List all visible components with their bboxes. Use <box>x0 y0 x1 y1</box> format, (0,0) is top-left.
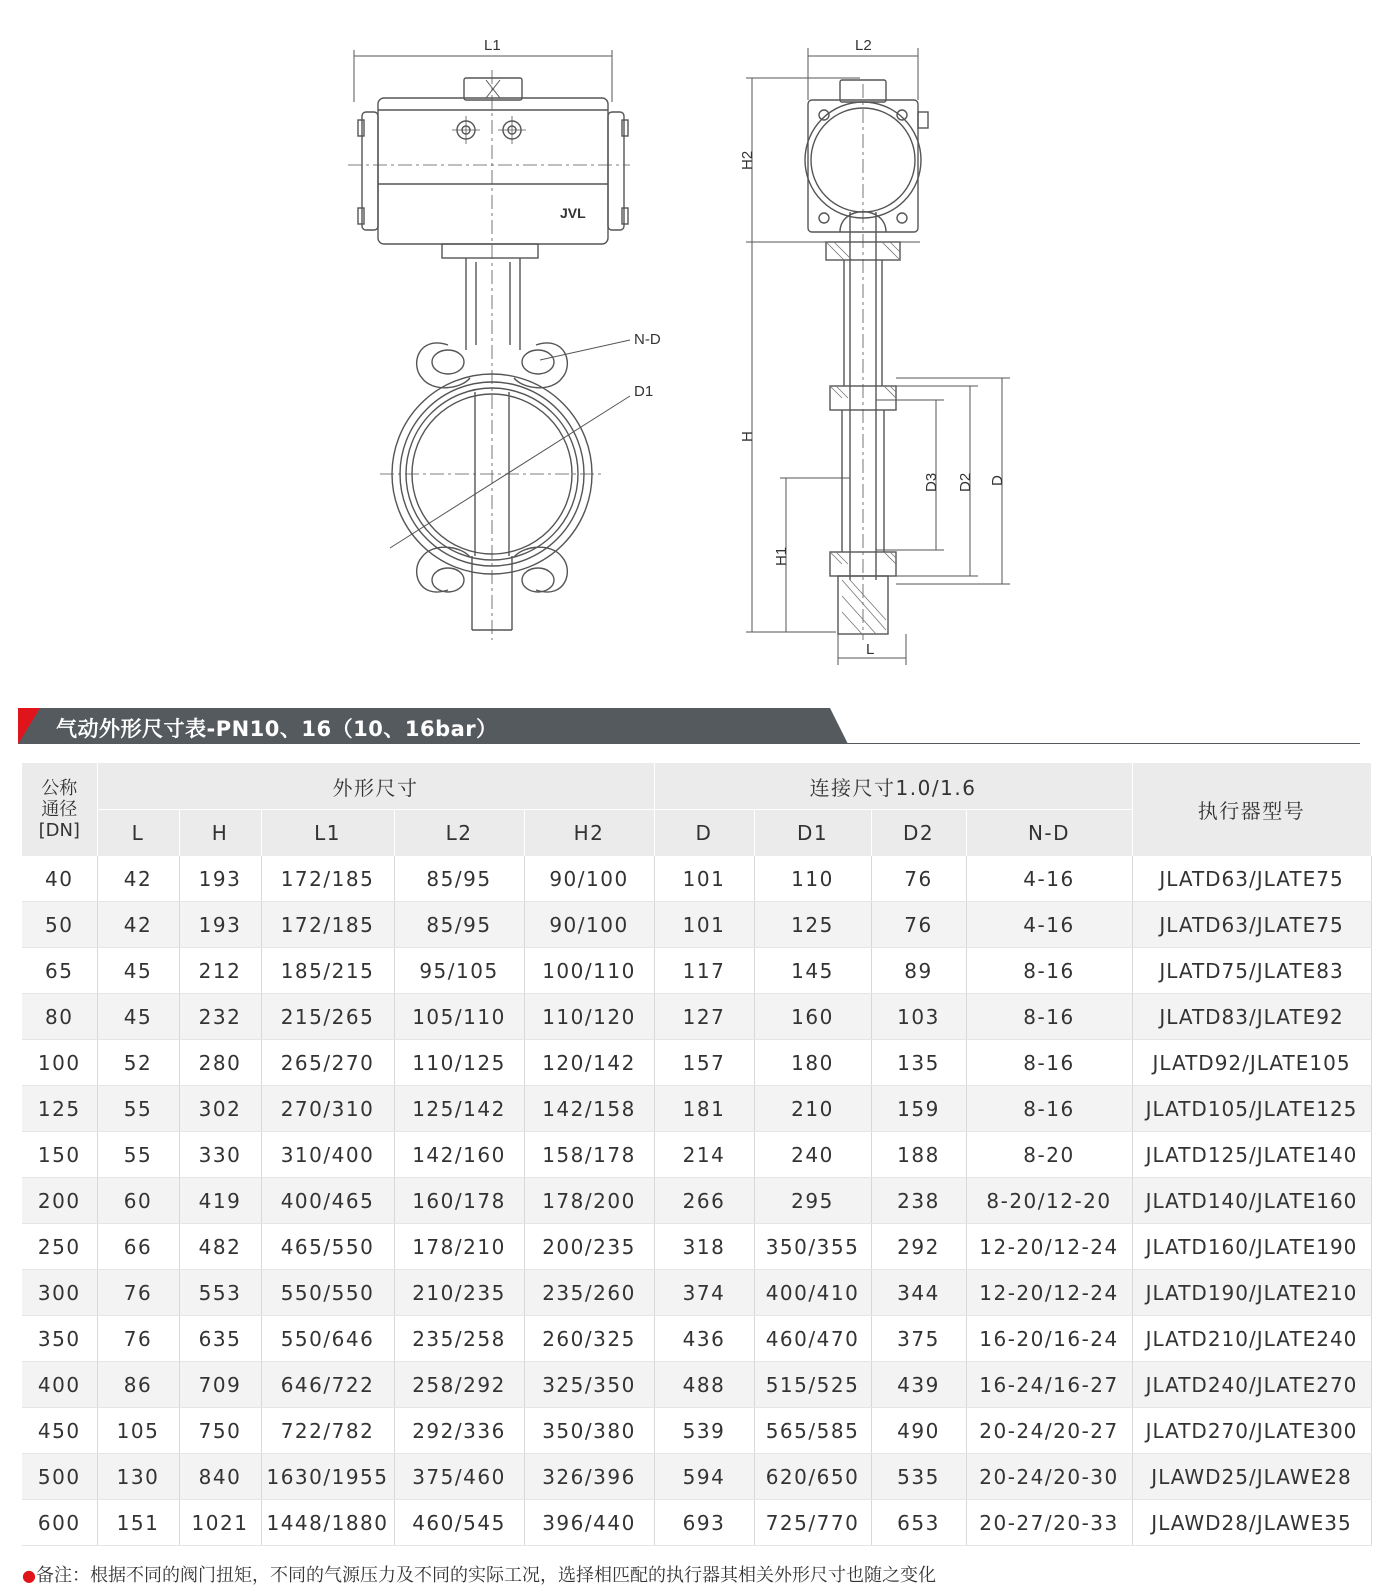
cell-l1: 1448/1880 <box>261 1500 394 1546</box>
cell-d1: 210 <box>754 1086 871 1132</box>
cell-d1: 725/770 <box>754 1500 871 1546</box>
cell-nd: 8-20 <box>966 1132 1132 1178</box>
cell-h: 482 <box>179 1224 261 1270</box>
cell-l2: 105/110 <box>394 994 524 1040</box>
cell-l1: 550/550 <box>261 1270 394 1316</box>
header-col-h: H <box>179 810 261 857</box>
cell-l2: 95/105 <box>394 948 524 994</box>
cell-dn: 65 <box>22 948 97 994</box>
cell-actuator: JLATD190/JLATE210 <box>1132 1270 1371 1316</box>
cell-dn: 50 <box>22 902 97 948</box>
brand-logo: JVL <box>560 205 586 221</box>
cell-l2: 292/336 <box>394 1408 524 1454</box>
cell-d2: 89 <box>871 948 966 994</box>
cell-d1: 350/355 <box>754 1224 871 1270</box>
note-text: 备注：根据不同的阀门扭矩，不同的气源压力及不同的实际工况，选择相匹配的执行器其相关外形尺寸也随之变化 <box>35 1565 936 1586</box>
footnote <box>22 1561 936 1587</box>
cell-d: 101 <box>654 902 754 948</box>
label-l2: L2 <box>855 37 872 54</box>
cell-nd: 16-20/16-24 <box>966 1316 1132 1362</box>
note-bullet: ● <box>22 1566 36 1585</box>
cell-l: 105 <box>97 1408 179 1454</box>
cell-actuator: JLATD63/JLATE75 <box>1132 902 1371 948</box>
cell-d2: 238 <box>871 1178 966 1224</box>
cell-d: 374 <box>654 1270 754 1316</box>
cell-nd: 8-16 <box>966 1040 1132 1086</box>
cell-d2: 76 <box>871 902 966 948</box>
table-row <box>22 902 1371 948</box>
cell-dn: 200 <box>22 1178 97 1224</box>
cell-h2: 90/100 <box>524 902 654 948</box>
cell-d1: 180 <box>754 1040 871 1086</box>
cell-h: 750 <box>179 1408 261 1454</box>
cell-l: 45 <box>97 994 179 1040</box>
cell-nd: 4-16 <box>966 856 1132 902</box>
cell-actuator: JLATD240/JLATE270 <box>1132 1362 1371 1408</box>
label-l1: L1 <box>484 37 501 54</box>
cell-l: 66 <box>97 1224 179 1270</box>
cell-d2: 103 <box>871 994 966 1040</box>
cell-h2: 350/380 <box>524 1408 654 1454</box>
cell-d: 117 <box>654 948 754 994</box>
title-rule <box>830 743 1360 744</box>
cell-h: 330 <box>179 1132 261 1178</box>
cell-d2: 490 <box>871 1408 966 1454</box>
cell-h2: 178/200 <box>524 1178 654 1224</box>
cell-h: 840 <box>179 1454 261 1500</box>
cell-d2: 439 <box>871 1362 966 1408</box>
cell-h2: 396/440 <box>524 1500 654 1546</box>
table-row <box>22 994 1371 1040</box>
cell-nd: 20-27/20-33 <box>966 1500 1132 1546</box>
header-actuator: 执行器型号 <box>1132 763 1371 856</box>
cell-dn: 350 <box>22 1316 97 1362</box>
cell-l2: 258/292 <box>394 1362 524 1408</box>
cell-l2: 85/95 <box>394 902 524 948</box>
cell-d: 214 <box>654 1132 754 1178</box>
front-view <box>348 50 630 640</box>
cell-d1: 620/650 <box>754 1454 871 1500</box>
cell-d: 436 <box>654 1316 754 1362</box>
header-col-l2: L2 <box>394 810 524 857</box>
cell-l: 76 <box>97 1270 179 1316</box>
label-d: D <box>989 475 1006 486</box>
cell-h: 193 <box>179 856 261 902</box>
cell-l: 86 <box>97 1362 179 1408</box>
cell-l1: 310/400 <box>261 1132 394 1178</box>
cell-d1: 400/410 <box>754 1270 871 1316</box>
cell-l2: 160/178 <box>394 1178 524 1224</box>
cell-d2: 135 <box>871 1040 966 1086</box>
header-outline-group: 外形尺寸 <box>97 763 654 810</box>
cell-l1: 1630/1955 <box>261 1454 394 1500</box>
table-row <box>22 1178 1371 1224</box>
table-row <box>22 1270 1371 1316</box>
cell-nd: 8-16 <box>966 1086 1132 1132</box>
label-h: H <box>739 431 756 442</box>
cell-nd: 4-16 <box>966 902 1132 948</box>
cell-nd: 12-20/12-24 <box>966 1224 1132 1270</box>
cell-actuator: JLATD125/JLATE140 <box>1132 1132 1371 1178</box>
cell-h: 193 <box>179 902 261 948</box>
table-row <box>22 1132 1371 1178</box>
cell-l1: 172/185 <box>261 856 394 902</box>
cell-d: 266 <box>654 1178 754 1224</box>
cell-d2: 535 <box>871 1454 966 1500</box>
label-nd: N-D <box>634 331 661 348</box>
cell-d: 539 <box>654 1408 754 1454</box>
cell-l2: 460/545 <box>394 1500 524 1546</box>
label-d1: D1 <box>634 383 654 400</box>
header-dn-line3: [DN] <box>38 820 80 841</box>
cell-actuator: JLATD210/JLATE240 <box>1132 1316 1371 1362</box>
cell-h2: 90/100 <box>524 856 654 902</box>
cell-actuator: JLATD63/JLATE75 <box>1132 856 1371 902</box>
cell-d1: 515/525 <box>754 1362 871 1408</box>
cell-l: 55 <box>97 1132 179 1178</box>
cell-d: 101 <box>654 856 754 902</box>
cell-dn: 600 <box>22 1500 97 1546</box>
cell-l1: 185/215 <box>261 948 394 994</box>
cell-l: 60 <box>97 1178 179 1224</box>
cell-d: 318 <box>654 1224 754 1270</box>
cell-dn: 125 <box>22 1086 97 1132</box>
cell-l1: 722/782 <box>261 1408 394 1454</box>
section-title-bar <box>18 708 1360 748</box>
cell-d1: 240 <box>754 1132 871 1178</box>
cell-h2: 260/325 <box>524 1316 654 1362</box>
cell-dn: 80 <box>22 994 97 1040</box>
header-col-d1: D1 <box>754 810 871 857</box>
cell-dn: 500 <box>22 1454 97 1500</box>
cell-h2: 110/120 <box>524 994 654 1040</box>
cell-d: 488 <box>654 1362 754 1408</box>
header-col-d2: D2 <box>871 810 966 857</box>
cell-h2: 142/158 <box>524 1086 654 1132</box>
cell-l2: 210/235 <box>394 1270 524 1316</box>
header-col-d: D <box>654 810 754 857</box>
cell-h: 302 <box>179 1086 261 1132</box>
cell-nd: 20-24/20-30 <box>966 1454 1132 1500</box>
cell-l2: 375/460 <box>394 1454 524 1500</box>
cell-nd: 12-20/12-24 <box>966 1270 1132 1316</box>
table-body <box>22 856 1371 1546</box>
table-row <box>22 1040 1371 1086</box>
header-connection-group: 连接尺寸1.0/1.6 <box>654 763 1132 810</box>
cell-h: 280 <box>179 1040 261 1086</box>
cell-h: 232 <box>179 994 261 1040</box>
cell-l2: 125/142 <box>394 1086 524 1132</box>
cell-h: 553 <box>179 1270 261 1316</box>
cell-actuator: JLATD160/JLATE190 <box>1132 1224 1371 1270</box>
cell-h2: 158/178 <box>524 1132 654 1178</box>
header-dn-line2: 通径 <box>41 799 78 820</box>
cell-dn: 450 <box>22 1408 97 1454</box>
table-row <box>22 948 1371 994</box>
cell-d2: 375 <box>871 1316 966 1362</box>
cell-l1: 270/310 <box>261 1086 394 1132</box>
cell-h: 212 <box>179 948 261 994</box>
cell-h: 635 <box>179 1316 261 1362</box>
cell-actuator: JLATD270/JLATE300 <box>1132 1408 1371 1454</box>
cell-d1: 160 <box>754 994 871 1040</box>
cell-l1: 215/265 <box>261 994 394 1040</box>
label-h2: H2 <box>739 150 756 170</box>
cell-l: 45 <box>97 948 179 994</box>
cell-d2: 344 <box>871 1270 966 1316</box>
table-row <box>22 1454 1371 1500</box>
cell-l1: 400/465 <box>261 1178 394 1224</box>
cell-h2: 325/350 <box>524 1362 654 1408</box>
cell-h: 709 <box>179 1362 261 1408</box>
header-col-nd: N-D <box>966 810 1132 857</box>
label-d3: D3 <box>923 472 940 492</box>
cell-l1: 646/722 <box>261 1362 394 1408</box>
cell-dn: 150 <box>22 1132 97 1178</box>
cell-l: 76 <box>97 1316 179 1362</box>
cell-l: 151 <box>97 1500 179 1546</box>
table-row <box>22 856 1371 902</box>
cell-dn: 40 <box>22 856 97 902</box>
label-l: L <box>866 641 875 658</box>
cell-d1: 145 <box>754 948 871 994</box>
cell-l: 55 <box>97 1086 179 1132</box>
cell-dn: 100 <box>22 1040 97 1086</box>
cell-d: 181 <box>654 1086 754 1132</box>
table-row <box>22 1408 1371 1454</box>
cell-l1: 265/270 <box>261 1040 394 1086</box>
label-h1: H1 <box>773 546 790 566</box>
cell-dn: 250 <box>22 1224 97 1270</box>
cell-d1: 295 <box>754 1178 871 1224</box>
cell-l1: 465/550 <box>261 1224 394 1270</box>
cell-l: 42 <box>97 902 179 948</box>
cell-h2: 120/142 <box>524 1040 654 1086</box>
cell-actuator: JLATD140/JLATE160 <box>1132 1178 1371 1224</box>
cell-l: 42 <box>97 856 179 902</box>
table-row <box>22 1224 1371 1270</box>
cell-actuator: JLATD92/JLATE105 <box>1132 1040 1371 1086</box>
header-col-l1: L1 <box>261 810 394 857</box>
cell-d2: 159 <box>871 1086 966 1132</box>
cell-d2: 76 <box>871 856 966 902</box>
cell-nd: 8-20/12-20 <box>966 1178 1132 1224</box>
cell-actuator: JLAWD28/JLAWE35 <box>1132 1500 1371 1546</box>
cell-h2: 200/235 <box>524 1224 654 1270</box>
dimension-table <box>22 763 1372 1546</box>
cell-d2: 292 <box>871 1224 966 1270</box>
cell-h: 1021 <box>179 1500 261 1546</box>
technical-drawings <box>0 0 1390 690</box>
cell-actuator: JLATD75/JLATE83 <box>1132 948 1371 994</box>
cell-nd: 20-24/20-27 <box>966 1408 1132 1454</box>
cell-h2: 100/110 <box>524 948 654 994</box>
valve-drawing-svg <box>0 0 1390 690</box>
cell-d1: 125 <box>754 902 871 948</box>
cell-l: 130 <box>97 1454 179 1500</box>
label-d2: D2 <box>957 472 974 492</box>
cell-dn: 300 <box>22 1270 97 1316</box>
side-view <box>746 48 1010 665</box>
cell-actuator: JLATD83/JLATE92 <box>1132 994 1371 1040</box>
cell-nd: 8-16 <box>966 948 1132 994</box>
cell-dn: 400 <box>22 1362 97 1408</box>
cell-h2: 326/396 <box>524 1454 654 1500</box>
cell-d2: 653 <box>871 1500 966 1546</box>
section-title: 气动外形尺寸表-PN10、16（10、16bar） <box>56 717 498 741</box>
title-accent <box>18 708 40 744</box>
cell-d1: 110 <box>754 856 871 902</box>
cell-l2: 142/160 <box>394 1132 524 1178</box>
cell-d1: 460/470 <box>754 1316 871 1362</box>
cell-d: 127 <box>654 994 754 1040</box>
cell-actuator: JLATD105/JLATE125 <box>1132 1086 1371 1132</box>
cell-nd: 8-16 <box>966 994 1132 1040</box>
cell-l2: 110/125 <box>394 1040 524 1086</box>
cell-h2: 235/260 <box>524 1270 654 1316</box>
cell-d2: 188 <box>871 1132 966 1178</box>
cell-l1: 550/646 <box>261 1316 394 1362</box>
header-dn <box>22 763 97 856</box>
table-row <box>22 1086 1371 1132</box>
cell-l2: 235/258 <box>394 1316 524 1362</box>
table-row <box>22 1362 1371 1408</box>
header-dn-line1: 公称 <box>41 778 78 799</box>
cell-d1: 565/585 <box>754 1408 871 1454</box>
cell-d: 157 <box>654 1040 754 1086</box>
cell-h: 419 <box>179 1178 261 1224</box>
table-row <box>22 1500 1371 1546</box>
cell-actuator: JLAWD25/JLAWE28 <box>1132 1454 1371 1500</box>
cell-l2: 178/210 <box>394 1224 524 1270</box>
cell-d: 594 <box>654 1454 754 1500</box>
header-col-l: L <box>97 810 179 857</box>
table-row <box>22 1316 1371 1362</box>
cell-l: 52 <box>97 1040 179 1086</box>
cell-l2: 85/95 <box>394 856 524 902</box>
cell-nd: 16-24/16-27 <box>966 1362 1132 1408</box>
cell-d: 693 <box>654 1500 754 1546</box>
header-col-h2: H2 <box>524 810 654 857</box>
cell-l1: 172/185 <box>261 902 394 948</box>
